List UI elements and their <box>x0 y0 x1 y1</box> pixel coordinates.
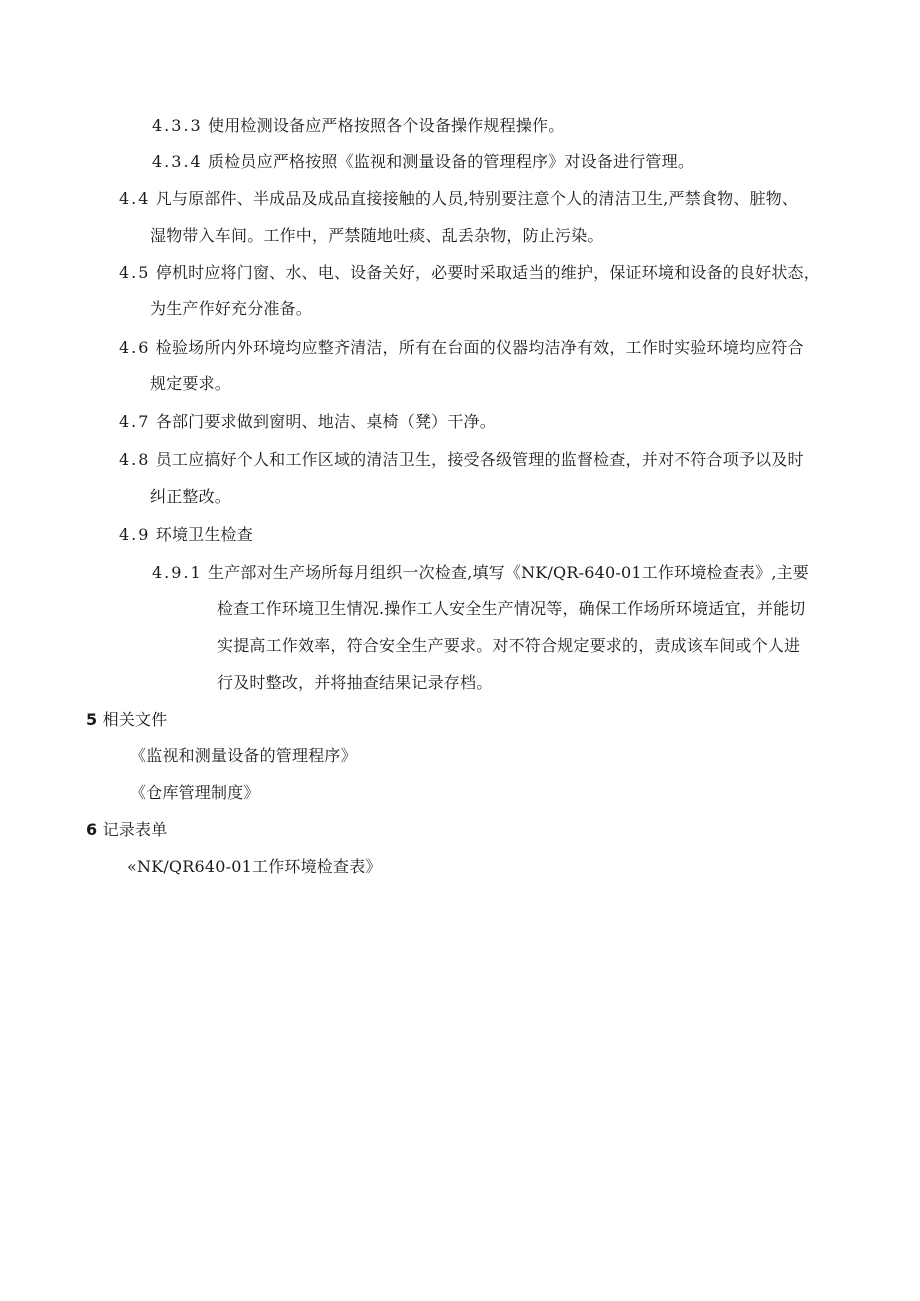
item-text-line-1: 停机时应将门窗、水、电、设备关好，必要时采取适当的维护，保证环境和设备的良好状态， <box>155 263 820 282</box>
item-4-5-continuation: 为生产作好充分准备。 <box>150 299 313 318</box>
item-4-4-continuation: 湿物带入车间。工作中，严禁随地吐痰、乱丢杂物，防止污染。 <box>150 226 604 245</box>
item-text: 质检员应严格按照《监视和测量设备的管理程序》对设备进行管理。 <box>208 152 695 171</box>
record-form-1: «NK/QR640-01工作环境检查表》 <box>127 857 382 876</box>
item-number: 4.9 <box>119 525 151 544</box>
section-title: 记录表单 <box>102 820 168 839</box>
item-4-9-1-line-2: 检查工作环境卫生情况.操作工人安全生产情况等，确保工作场所环境适宜，并能切 <box>217 599 806 618</box>
item-4-6-continuation: 规定要求。 <box>150 374 232 393</box>
section-5-heading <box>86 710 167 730</box>
section-number: 5 <box>86 710 98 729</box>
item-4-6 <box>119 338 804 358</box>
item-4-9 <box>119 525 253 545</box>
item-number: 4.8 <box>119 450 151 469</box>
item-4-8 <box>119 450 804 470</box>
item-4-9-1 <box>152 563 809 583</box>
item-4-9-1-line-3: 实提高工作效率，符合安全生产要求。对不符合规定要求的，责成该车间或个人进 <box>217 636 801 655</box>
item-number: 4.9.1 <box>152 563 203 582</box>
section-number: 6 <box>86 820 98 839</box>
item-text-line-1: 凡与原部件、半成品及成品直接接触的人员,特别要注意个人的清洁卫生,严禁食物、脏物、 <box>155 189 799 208</box>
item-number: 4.3.4 <box>152 152 203 171</box>
related-doc-1: 《监视和测量设备的管理程序》 <box>130 746 357 765</box>
item-4-7 <box>119 412 496 432</box>
item-4-3-4 <box>152 152 694 172</box>
item-text: 使用检测设备应严格按照各个设备操作规程操作。 <box>208 116 565 135</box>
item-text-line-1: 检验场所内外环境均应整齐清洁，所有在台面的仪器均洁净有效，工作时实验环境均应符合 <box>155 338 804 357</box>
item-4-8-continuation: 纠正整改。 <box>150 487 232 506</box>
item-text: 各部门要求做到窗明、地洁、桌椅（凳）干净。 <box>155 412 496 431</box>
item-4-5 <box>119 263 820 283</box>
item-text: 环境卫生检查 <box>155 525 253 544</box>
item-number: 4.3.3 <box>152 116 203 135</box>
item-number: 4.5 <box>119 263 151 282</box>
item-4-4 <box>119 189 798 209</box>
section-title: 相关文件 <box>102 710 168 729</box>
item-text-line-1: 生产部对生产场所每月组织一次检查,填写《NK/QR-640-01工作环境检查表》,主要 <box>208 563 810 582</box>
item-text-line-1: 员工应搞好个人和工作区域的清洁卫生，接受各级管理的监督检查，并对不符合项予以及时 <box>155 450 804 469</box>
item-4-9-1-line-4: 行及时整改，并将抽查结果记录存档。 <box>217 673 493 692</box>
item-number: 4.4 <box>119 189 151 208</box>
item-number: 4.7 <box>119 412 151 431</box>
related-doc-2: 《仓库管理制度》 <box>130 783 260 802</box>
item-4-3-3 <box>152 116 564 136</box>
section-6-heading <box>86 820 167 840</box>
item-number: 4.6 <box>119 338 151 357</box>
